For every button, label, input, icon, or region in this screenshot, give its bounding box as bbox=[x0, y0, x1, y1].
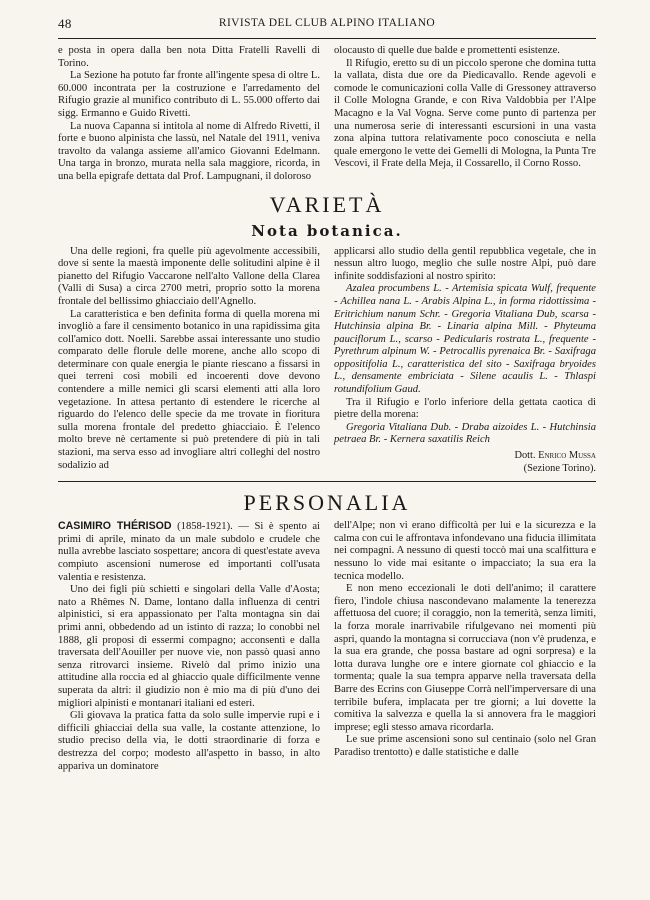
author-signature bbox=[334, 450, 596, 475]
signature-section: (Sezione Torino). bbox=[523, 462, 596, 474]
personalia-section bbox=[58, 520, 596, 773]
varieta-left-column bbox=[58, 246, 320, 476]
paragraph bbox=[58, 520, 320, 584]
obituary-opening: (1858-1921). — Si è spento ai primi di aprile, minato da un male subdolo e crudele che nulla avrebbe lasciato sospettare; ancora di quest'estate aveva compiuto ascensioni numerose ed importanti coll'usata valentia e resistenza. bbox=[58, 521, 321, 583]
paragraph: La caratteristica e ben definita forma di quella morena mi invogliò a fare il censimento botanico in una rapidissima gita coll'amico dott. Noelli. Sarebbe assai interessante uno studio comparato delle florule delle morene, anche allo scopo di determinare con quale energia le piante riescano a fissarsi in quei terreni così mobili ed incoerenti dove devono contendere a mille nemici gli scarsi elementi atti alla loro vegetazione. In attesa pertanto di estendere le ricerche al riguardo do l'elenco delle specie da me trovate in fioritura sulla morena frontale del predetto ghiacciaio. È l'elenco molto breve nè certamente si può pretendere di più in tali stazioni, ma serva esso ad invogliare altri colleghi del nostro sodalizio ad bbox=[58, 308, 320, 471]
paragraph: Tra il Rifugio e l'orlo inferiore della gettata caotica di pietre della morena: bbox=[334, 396, 596, 421]
varieta-title: VARIETÀ bbox=[269, 191, 385, 217]
top-section bbox=[58, 45, 596, 184]
paragraph: Una delle regioni, fra quelle più agevolmente accessibili, dove si sente la maestà imponente delle solitudini alpine è il pianetto del Rifugio Vaccarone nell'alto Vallone della Clarea (Valli di Susa) a circa 2700 metri, proprio sotto la morena frontale del bellissimo ghiacciaio dell'Agnello. bbox=[58, 245, 320, 307]
paragraph: E non meno eccezionali le doti dell'animo; il carattere fiero, l'indole chiusa nascondevano malamente la tenerezza affettuosa del cuore; il coraggio, non la temerità, senza limiti, la forza morale inarrivabile rifulgevano nei momenti più aspri, quando la montagna si corrucciava (non v'è prudenza, e la sua era grande, che possa bastare ad ogni sorpresa) e la lotta durava lunghe ore e intere giornate col ghiaccio e la tormenta; quale la sua tempra apparve nella traversata della Barre des Ecrins con Giuseppe Corrà nell'imperversare di una terribile bufera, implacata per tre giorni; a lui dovette la comitiva la salvezza e quella la si annovera fra le maggiori imprese; egli stesso amava ricordarla. bbox=[334, 583, 596, 733]
plant-list: Azalea procumbens L. - Artemisia spicata Wulf, frequente - Achillea nana L. - Arabis Alpina L., in forma ridottissima - Eritrichium nanum Schr. - Gregoria Vitaliana Dub, scarsa - Hutchinsia alpina Br. - Linaria alpina Mill. - Phyteuma pauciflorum L., scarso - Pedicularis rostrata L., frequente - Pyrethrum alpinum W. - Petrocallis pyrenaica Br. - Saxifraga oppositifolia L., caratteristica del sito - Saxifraga bryoides L., densamente embriciata - Silene acaulis L. - Thlaspi rotundifolium Gaud. bbox=[334, 283, 596, 396]
signature-name: Enrico Mussa bbox=[538, 450, 596, 462]
top-right-column bbox=[334, 45, 596, 184]
paragraph: e posta in opera dalla ben nota Ditta Fratelli Ravelli di Torino. bbox=[58, 45, 320, 69]
signature-prefix: Dott. bbox=[514, 450, 539, 462]
varieta-subtitle: Nota botanica. bbox=[251, 221, 403, 240]
header-rule bbox=[58, 38, 596, 39]
paragraph: Gli giovava la pratica fatta da solo sulle impervie rupi e i difficili ghiacciai della sua valle, la costante attenzione, lo studio preciso della via, le dotti straordinarie di forza e destrezza del corpo; modesto all'aspetto in basso, in alto appariva un dominatore bbox=[58, 710, 320, 772]
person-name: CASIMIRO THÉRISOD bbox=[58, 520, 172, 533]
paragraph: La Sezione ha potuto far fronte all'ingente spesa di oltre L. 60.000 incontrata per la costruzione e l'arredamento del Rifugio grazie al munifico contributo di L. 55.000 offerto dai sigg. Ermanno e Guido Rivetti. bbox=[58, 70, 320, 119]
page-number: 48 bbox=[58, 16, 72, 31]
paragraph: Le sue prime ascensioni sono sul centinaio (solo nel Gran Paradiso trentotto) e dalle statistiche e dalle bbox=[334, 734, 596, 758]
paragraph: Uno dei figli più schietti e singolari della Valle d'Aosta; nato a Rhêmes N. Dame, lontano dalla influenza di centri alpinistici, si era appassionato per l'alta montagna sin dai primi anni, obbedendo ad un istinto di razza; lo conobbi nel 1888, gli proposi di essermi compagno; acconsentì e dalla traversata dell'Aouiller per nuove vie, non passò quasi anno senza ritrovarci insieme. Rivelò dal primo inizio una attitudine alla roccia ed al ghiaccio quale difficilmente venne superata da altri: il giudizio non è mio ma di più d'uno dei migliori alpinisti e montanari italiani ed esteri. bbox=[58, 584, 320, 709]
paragraph: La nuova Capanna si intitola al nome di Alfredo Rivetti, il forte e buono alpinista che lassù, nel Natale del 1911, veniva travolto da valanga assieme all'amico Giovanni Edelmann. Una targa in bronzo, murata nella sala maggiore, ricorda, in una bella epigrafe dettata dal Prof. Lampugnani, il doloroso bbox=[58, 120, 320, 182]
running-head bbox=[58, 14, 596, 34]
moraine-plant-list: Gregoria Vitaliana Dub. - Draba aizoides L. - Hutchinsia petraea Br. - Kernera saxatilis Reich bbox=[334, 421, 596, 446]
paragraph: Il Rifugio, eretto su di un piccolo sperone che domina tutta la vallata, dista due ore da Piedicavallo. Rende agevoli e comode le comunicazioni colla Valle di Gressoney attraverso il Colle Mologna Grande, e con Riva Valdobbia per l'Alpe Macagno e la Val Vogna. Serve come punto di partenza per una numerosa serie di interessanti escursioni in una vasta zona alpina tuttora relativamente poco conosciuta e nella quale emergono le vette dei Gemelli di Mologna, la Punta Tre Vescovi, il Frate della Meja, il Cossarello, il Corno Rosso. bbox=[334, 57, 596, 170]
personalia-right-column bbox=[334, 520, 596, 773]
paragraph: dell'Alpe; non vi erano difficoltà per lui e la sicurezza e la calma con cui le affrontava infondevano una fiducia illimitata nei compagni. A nessuno di questi toccò mai una scalfittura e nessuno lo vide mai esitante o impacciato; la sua era la tecnica modello. bbox=[334, 520, 596, 582]
top-left-column bbox=[58, 45, 320, 184]
personalia-title: PERSONALIA bbox=[243, 490, 411, 516]
varieta-section bbox=[58, 246, 596, 476]
section-divider bbox=[58, 481, 596, 482]
journal-title: RIVISTA DEL CLUB ALPINO ITALIANO bbox=[218, 17, 436, 29]
paragraph: olocausto di quelle due balde e promettenti esistenze. bbox=[334, 45, 560, 56]
page bbox=[58, 14, 596, 773]
varieta-right-column bbox=[334, 246, 596, 476]
personalia-left-column bbox=[58, 520, 320, 773]
paragraph: applicarsi allo studio della gentil repubblica vegetale, che in nessun altro luogo, meglio che sulle nostre Alpi, può dare infinite soddisfazioni al nostro spirito: bbox=[334, 245, 596, 282]
